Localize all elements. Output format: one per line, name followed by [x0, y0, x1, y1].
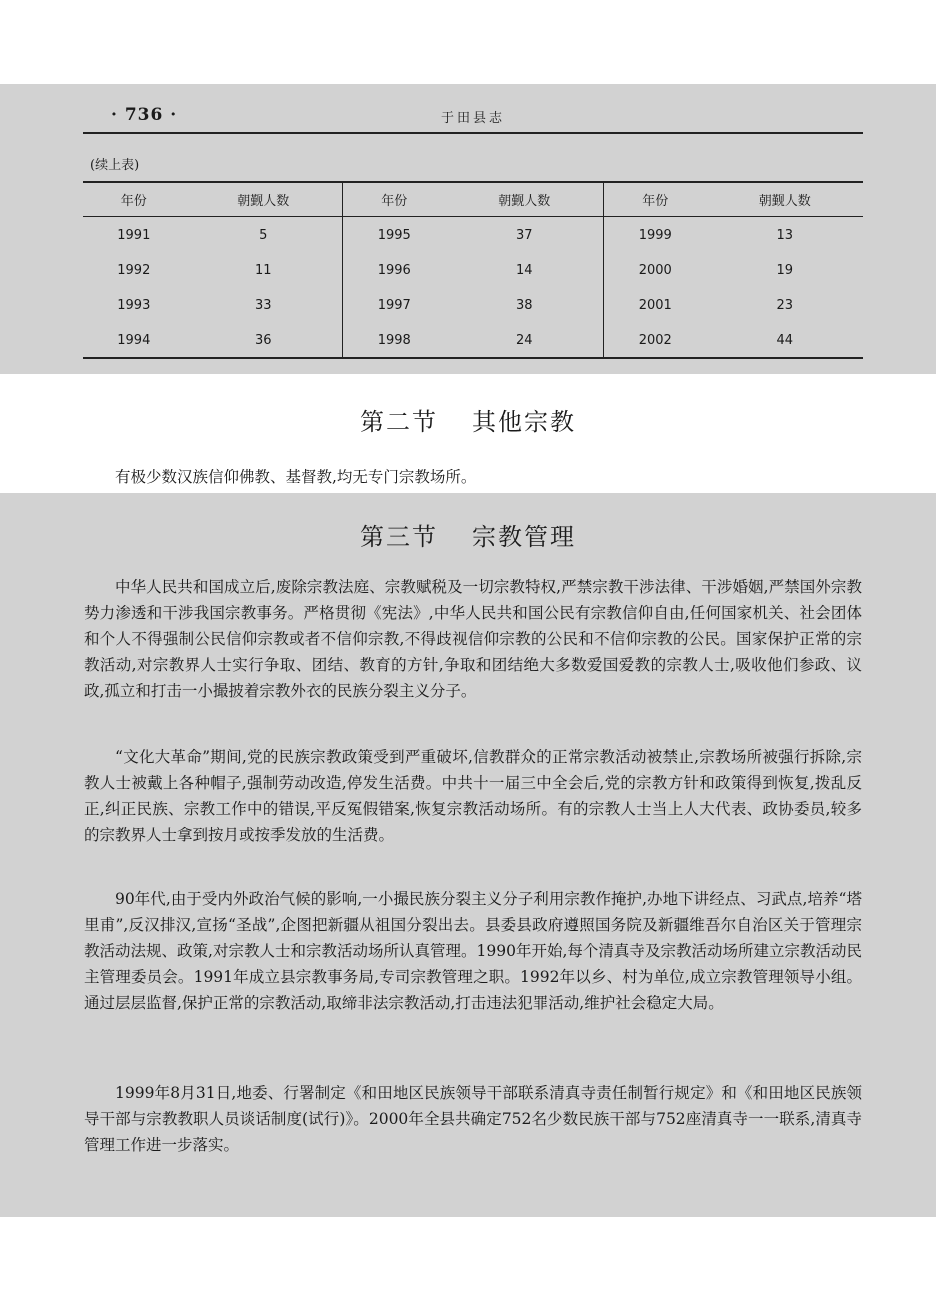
section-3-paragraph: “文化大革命”期间,党的民族宗教政策受到严重破坏,信教群众的正常宗教活动被禁止,宗教场所被强行拆除,宗教人士被戴上各种帽子,强制劳动改造,停发生活费。中共十一届三中全会后,党的宗教方针和政策得到恢复,拨乱反正,纠正民族、宗教工作中的错误,平反冤假错案,恢复宗教活动场所。有的宗教人士当上人大代表、政协委员,较多的宗教界人士拿到按月或按季发放的生活费。: [84, 748, 862, 844]
table-cell: 2002: [603, 322, 706, 358]
page-number: · 736 ·: [111, 105, 178, 125]
table-cell: 37: [446, 217, 604, 253]
column-header: 朝觐人数: [185, 182, 343, 217]
table-row: [83, 322, 863, 358]
table-cell: 44: [707, 322, 863, 358]
table-cell: 1992: [117, 262, 151, 278]
table-cell: 1991: [117, 227, 151, 243]
section-2-number: 第二节: [360, 408, 438, 436]
table-cell: 5: [185, 217, 343, 253]
table-cell: 33: [185, 287, 343, 322]
table-cell: 19: [776, 262, 794, 278]
table-cell: 1993: [117, 297, 151, 313]
section-2-name: 其他宗教: [472, 408, 576, 436]
table-cell: 1998: [343, 322, 446, 358]
section-2-body: 有极少数汉族信仰佛教、基督教,均无专门宗教场所。: [115, 468, 477, 486]
table-header-row: [83, 182, 863, 217]
section-3-paragraph: 90年代,由于受内外政治气候的影响,一小撮民族分裂主义分子利用宗教作掩护,办地下讲经点、习武点,培养“塔里甫”,反汉排汉,宣扬“圣战”,企图把新疆从祖国分裂出去。县委县政府遵照国务院及新疆维吾尔自治区关于管理宗教活动法规、政策,对宗教人士和宗教活动场所认真管理。1990年开始,每个清真寺及宗教活动场所建立宗教活动民主管理委员会。1991年成立县宗教事务局,专司宗教管理之职。1992年以乡、村为单位,成立宗教管理领导小组。通过层层监督,保护正常的宗教活动,取缔非法宗教活动,打击违法犯罪活动,维护社会稳定大局。: [84, 890, 862, 1012]
table-row: [83, 287, 863, 322]
table-cell: 23: [776, 297, 794, 313]
table-cell: 38: [446, 287, 604, 322]
table-cell: 1995: [377, 227, 411, 243]
section-2-title: [0, 402, 936, 437]
section-3-number: 第三节: [360, 523, 438, 551]
page-header: [83, 105, 863, 129]
section-3-paragraph: 1999年8月31日,地委、行署制定《和田地区民族领导干部联系清真寺责任制暂行规定》和《和田地区民族领导干部与宗教教职人员谈话制度(试行)》。2000年全县共确定752名少数民族干部与752座清真寺一一联系,清真寺管理工作进一步落实。: [84, 1084, 862, 1154]
column-header: 朝觐人数: [707, 182, 863, 217]
column-header: 年份: [83, 182, 185, 217]
table-cell: 11: [185, 252, 343, 287]
column-header: 年份: [603, 182, 706, 217]
table-cell: 13: [776, 227, 794, 243]
table-cell: 24: [446, 322, 604, 358]
table-cell: 1997: [377, 297, 411, 313]
pilgrimage-table: [83, 181, 863, 359]
book-title: 于田县志: [440, 111, 505, 126]
table-cell: 36: [185, 322, 343, 358]
column-header: 朝觐人数: [446, 182, 604, 217]
table-cell: 1994: [83, 322, 185, 358]
table-row: [83, 252, 863, 287]
section-3-title: [0, 517, 936, 552]
table-row: [83, 217, 863, 253]
table-cell: 2000: [638, 262, 672, 278]
table-continued-label: (续上表): [90, 158, 140, 173]
table-cell: 14: [446, 252, 604, 287]
table-cell: 2001: [638, 297, 672, 313]
section-3-paragraph: 中华人民共和国成立后,废除宗教法庭、宗教赋税及一切宗教特权,严禁宗教干涉法律、干涉婚姻,严禁国外宗教势力渗透和干涉我国宗教事务。严格贯彻《宪法》,中华人民共和国公民有宗教信仰自由,任何国家机关、社会团体和个人不得强制公民信仰宗教或者不信仰宗教,不得歧视信仰宗教的公民和不信仰宗教的公民。国家保护正常的宗教活动,对宗教界人士实行争取、团结、教育的方针,争取和团结绝大多数爱国爱教的宗教人士,吸收他们参政、议政,孤立和打击一小撮披着宗教外衣的民族分裂主义分子。: [84, 578, 862, 700]
header-rule: [83, 132, 863, 134]
column-header: 年份: [343, 182, 446, 217]
table-cell: 1999: [638, 227, 672, 243]
section-3-name: 宗教管理: [472, 523, 576, 551]
table-cell: 1996: [377, 262, 411, 278]
